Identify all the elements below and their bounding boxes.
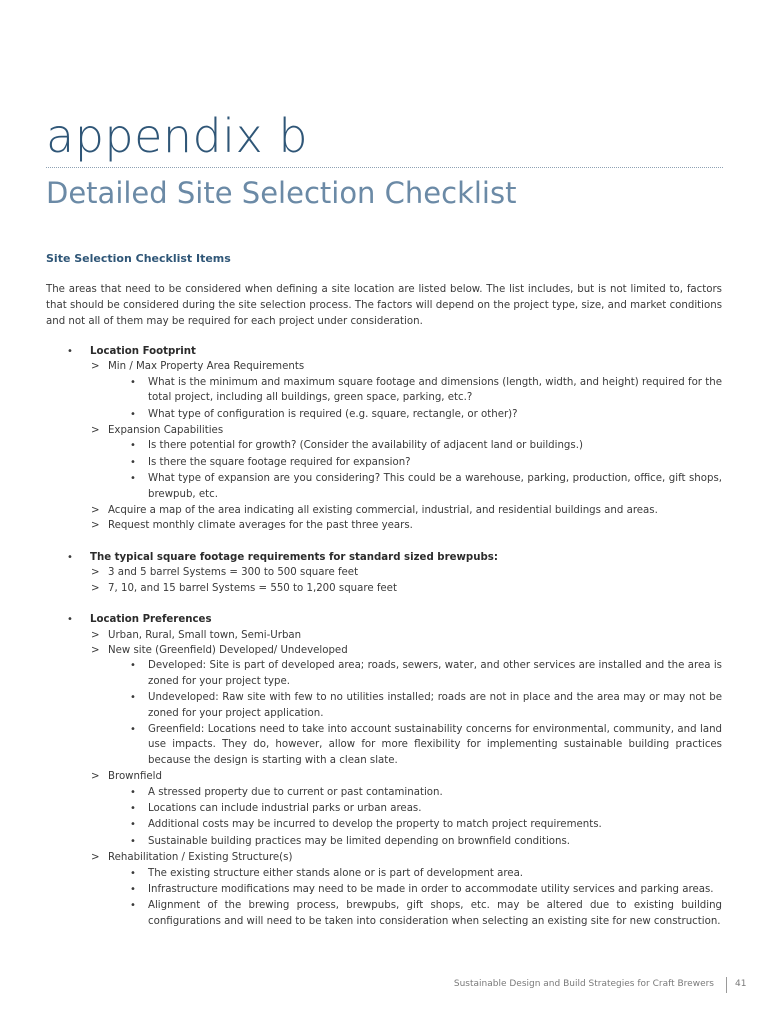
subitem-text: Undeveloped: Raw site with few to no utilities installed; roads are not in place and the area may or may not be zoned for your project application. [148, 692, 722, 719]
checklist-item [90, 423, 722, 502]
item-text: Min / Max Property Area Requirements [108, 361, 305, 373]
bullet-icon: • [130, 440, 136, 452]
checklist [46, 344, 722, 945]
checklist-subitem [130, 817, 722, 832]
subitem-text: Additional costs may be incurred to develop the property to match project requirements. [148, 819, 602, 831]
item-text: New site (Greenfield) Developed/ Undeveloped [108, 644, 348, 656]
checklist-item [90, 359, 722, 422]
subitem-text: Is there the square footage required for expansion? [148, 456, 411, 468]
checklist-groups [46, 344, 722, 929]
item-text: Rehabilitation / Existing Structure(s) [108, 852, 293, 864]
arrow-bullet-icon: > [91, 505, 100, 517]
section-heading: Site Selection Checklist Items [46, 252, 231, 265]
subitem-list [108, 375, 722, 422]
arrow-bullet-icon: > [91, 582, 100, 594]
bullet-icon: • [130, 456, 136, 468]
item-text: 7, 10, and 15 barrel Systems = 550 to 1,200 square feet [108, 582, 397, 594]
item-text: Expansion Capabilities [108, 425, 224, 437]
bullet-icon: • [67, 346, 73, 357]
bullet-icon: • [130, 723, 136, 735]
group-items [90, 628, 722, 930]
subitem-list [108, 866, 722, 930]
intro-paragraph: The areas that need to be considered when defining a site location are listed below. The list includes, but is not limited to, factors that should be considered during the site selection process. The factors will depend on the project type, size, and market conditions and not all of them may be required for each project under consideration. [46, 284, 722, 327]
checklist-item [90, 503, 722, 518]
checklist-subitem [130, 882, 722, 897]
checklist-subitem [130, 471, 722, 502]
arrow-bullet-icon: > [91, 361, 100, 373]
group-title: Location Footprint [90, 346, 196, 357]
footer-title: Sustainable Design and Build Strategies for Craft Brewers [453, 979, 714, 989]
arrow-bullet-icon: > [91, 520, 100, 532]
item-text: Brownfield [108, 771, 162, 783]
checklist-subitem [130, 438, 722, 453]
group-title: The typical square footage requirements for standard sized brewpubs: [90, 551, 498, 563]
appendix-title: appendix b [46, 109, 309, 163]
appendix-subtitle: Detailed Site Selection Checklist [46, 176, 517, 210]
bullet-icon: • [67, 551, 73, 563]
checklist-item [90, 769, 722, 849]
bullet-icon: • [130, 692, 136, 704]
checklist-item [90, 518, 722, 533]
bullet-icon: • [130, 900, 136, 912]
bullet-icon: • [130, 786, 136, 798]
group-items [90, 359, 722, 533]
arrow-bullet-icon: > [91, 771, 100, 783]
checklist-subitem [130, 658, 722, 689]
bullet-icon: • [130, 802, 136, 814]
subitem-text: Sustainable building practices may be limited depending on brownfield conditions. [148, 835, 571, 847]
bullet-icon: • [130, 819, 136, 831]
group-items [90, 565, 722, 596]
arrow-bullet-icon: > [91, 629, 100, 641]
subitem-text: Infrastructure modifications may need to be made in order to accommodate utility services and parking areas. [148, 884, 714, 895]
checklist-subitem [130, 690, 722, 721]
bullet-icon: • [130, 376, 136, 388]
subitem-text: What is the minimum and maximum square footage and dimensions (length, width, and height) required for the total project, including all buildings, green space, parking, etc.? [148, 376, 722, 404]
checklist-subitem [130, 407, 722, 422]
checklist-subitem [130, 785, 722, 800]
item-text: Urban, Rural, Small town, Semi-Urban [108, 629, 302, 641]
checklist-group [46, 612, 722, 929]
checklist-item [90, 850, 722, 929]
checklist-group [46, 344, 722, 534]
checklist-subitem [130, 722, 722, 768]
checklist-item [90, 628, 722, 643]
arrow-bullet-icon: > [91, 852, 100, 864]
bullet-icon: • [67, 614, 73, 626]
checklist-item [90, 581, 722, 596]
subitem-text: The existing structure either stands alone or is part of development area. [148, 867, 524, 879]
checklist-subitem [130, 866, 722, 881]
item-text: Request monthly climate averages for the past three years. [108, 520, 413, 532]
bullet-icon: • [130, 473, 136, 485]
item-text: 3 and 5 barrel Systems = 300 to 500 square feet [108, 567, 359, 579]
arrow-bullet-icon: > [91, 644, 100, 656]
bullet-icon: • [130, 884, 136, 895]
subitem-text: A stressed property due to current or past contamination. [148, 786, 443, 798]
checklist-item [90, 565, 722, 580]
subitem-text: What type of configuration is required (e.g. square, rectangle, or other)? [148, 408, 518, 420]
arrow-bullet-icon: > [91, 425, 100, 437]
subitem-list [108, 438, 722, 502]
subitem-text: Is there potential for growth? (Consider the availability of adjacent land or buildings.) [148, 440, 583, 452]
checklist-item [90, 643, 722, 768]
subitem-text: Greenfield: Locations need to take into account sustainability concerns for environmental, community, and land use impacts. They do, however, allow for more flexibility for implementing sustainable building practices because the design is starting with a clean slate. [148, 723, 722, 766]
checklist-group [46, 550, 722, 596]
item-text: Acquire a map of the area indicating all existing commercial, industrial, and residential buildings and areas. [108, 505, 658, 517]
bullet-icon: • [130, 835, 136, 847]
page-footer [0, 977, 768, 991]
group-title: Location Preferences [90, 614, 212, 626]
checklist-subitem [130, 375, 722, 406]
title-divider [46, 167, 723, 168]
checklist-subitem [130, 834, 722, 849]
checklist-subitem [130, 801, 722, 816]
checklist-subitem [130, 898, 722, 929]
page-number: 41 [735, 979, 747, 989]
bullet-icon: • [130, 408, 136, 420]
subitem-text: What type of expansion are you considering? This could be a warehouse, parking, production, office, gift shops, brewpub, etc. [148, 473, 722, 500]
checklist-subitem [130, 455, 722, 470]
bullet-icon: • [130, 660, 136, 672]
subitem-list [108, 658, 722, 768]
subitem-text: Locations can include industrial parks or urban areas. [148, 802, 422, 814]
subitem-list [108, 785, 722, 850]
subitem-text: Alignment of the brewing process, brewpubs, gift shops, etc. may be altered due to existing building configurations and will need to be taken into consideration when selecting an existing site for new construction. [148, 900, 722, 927]
footer-separator [726, 977, 727, 993]
arrow-bullet-icon: > [91, 567, 100, 579]
subitem-text: Developed: Site is part of developed area; roads, sewers, water, and other services are installed and the area is zoned for your project type. [148, 660, 722, 687]
bullet-icon: • [130, 867, 136, 879]
